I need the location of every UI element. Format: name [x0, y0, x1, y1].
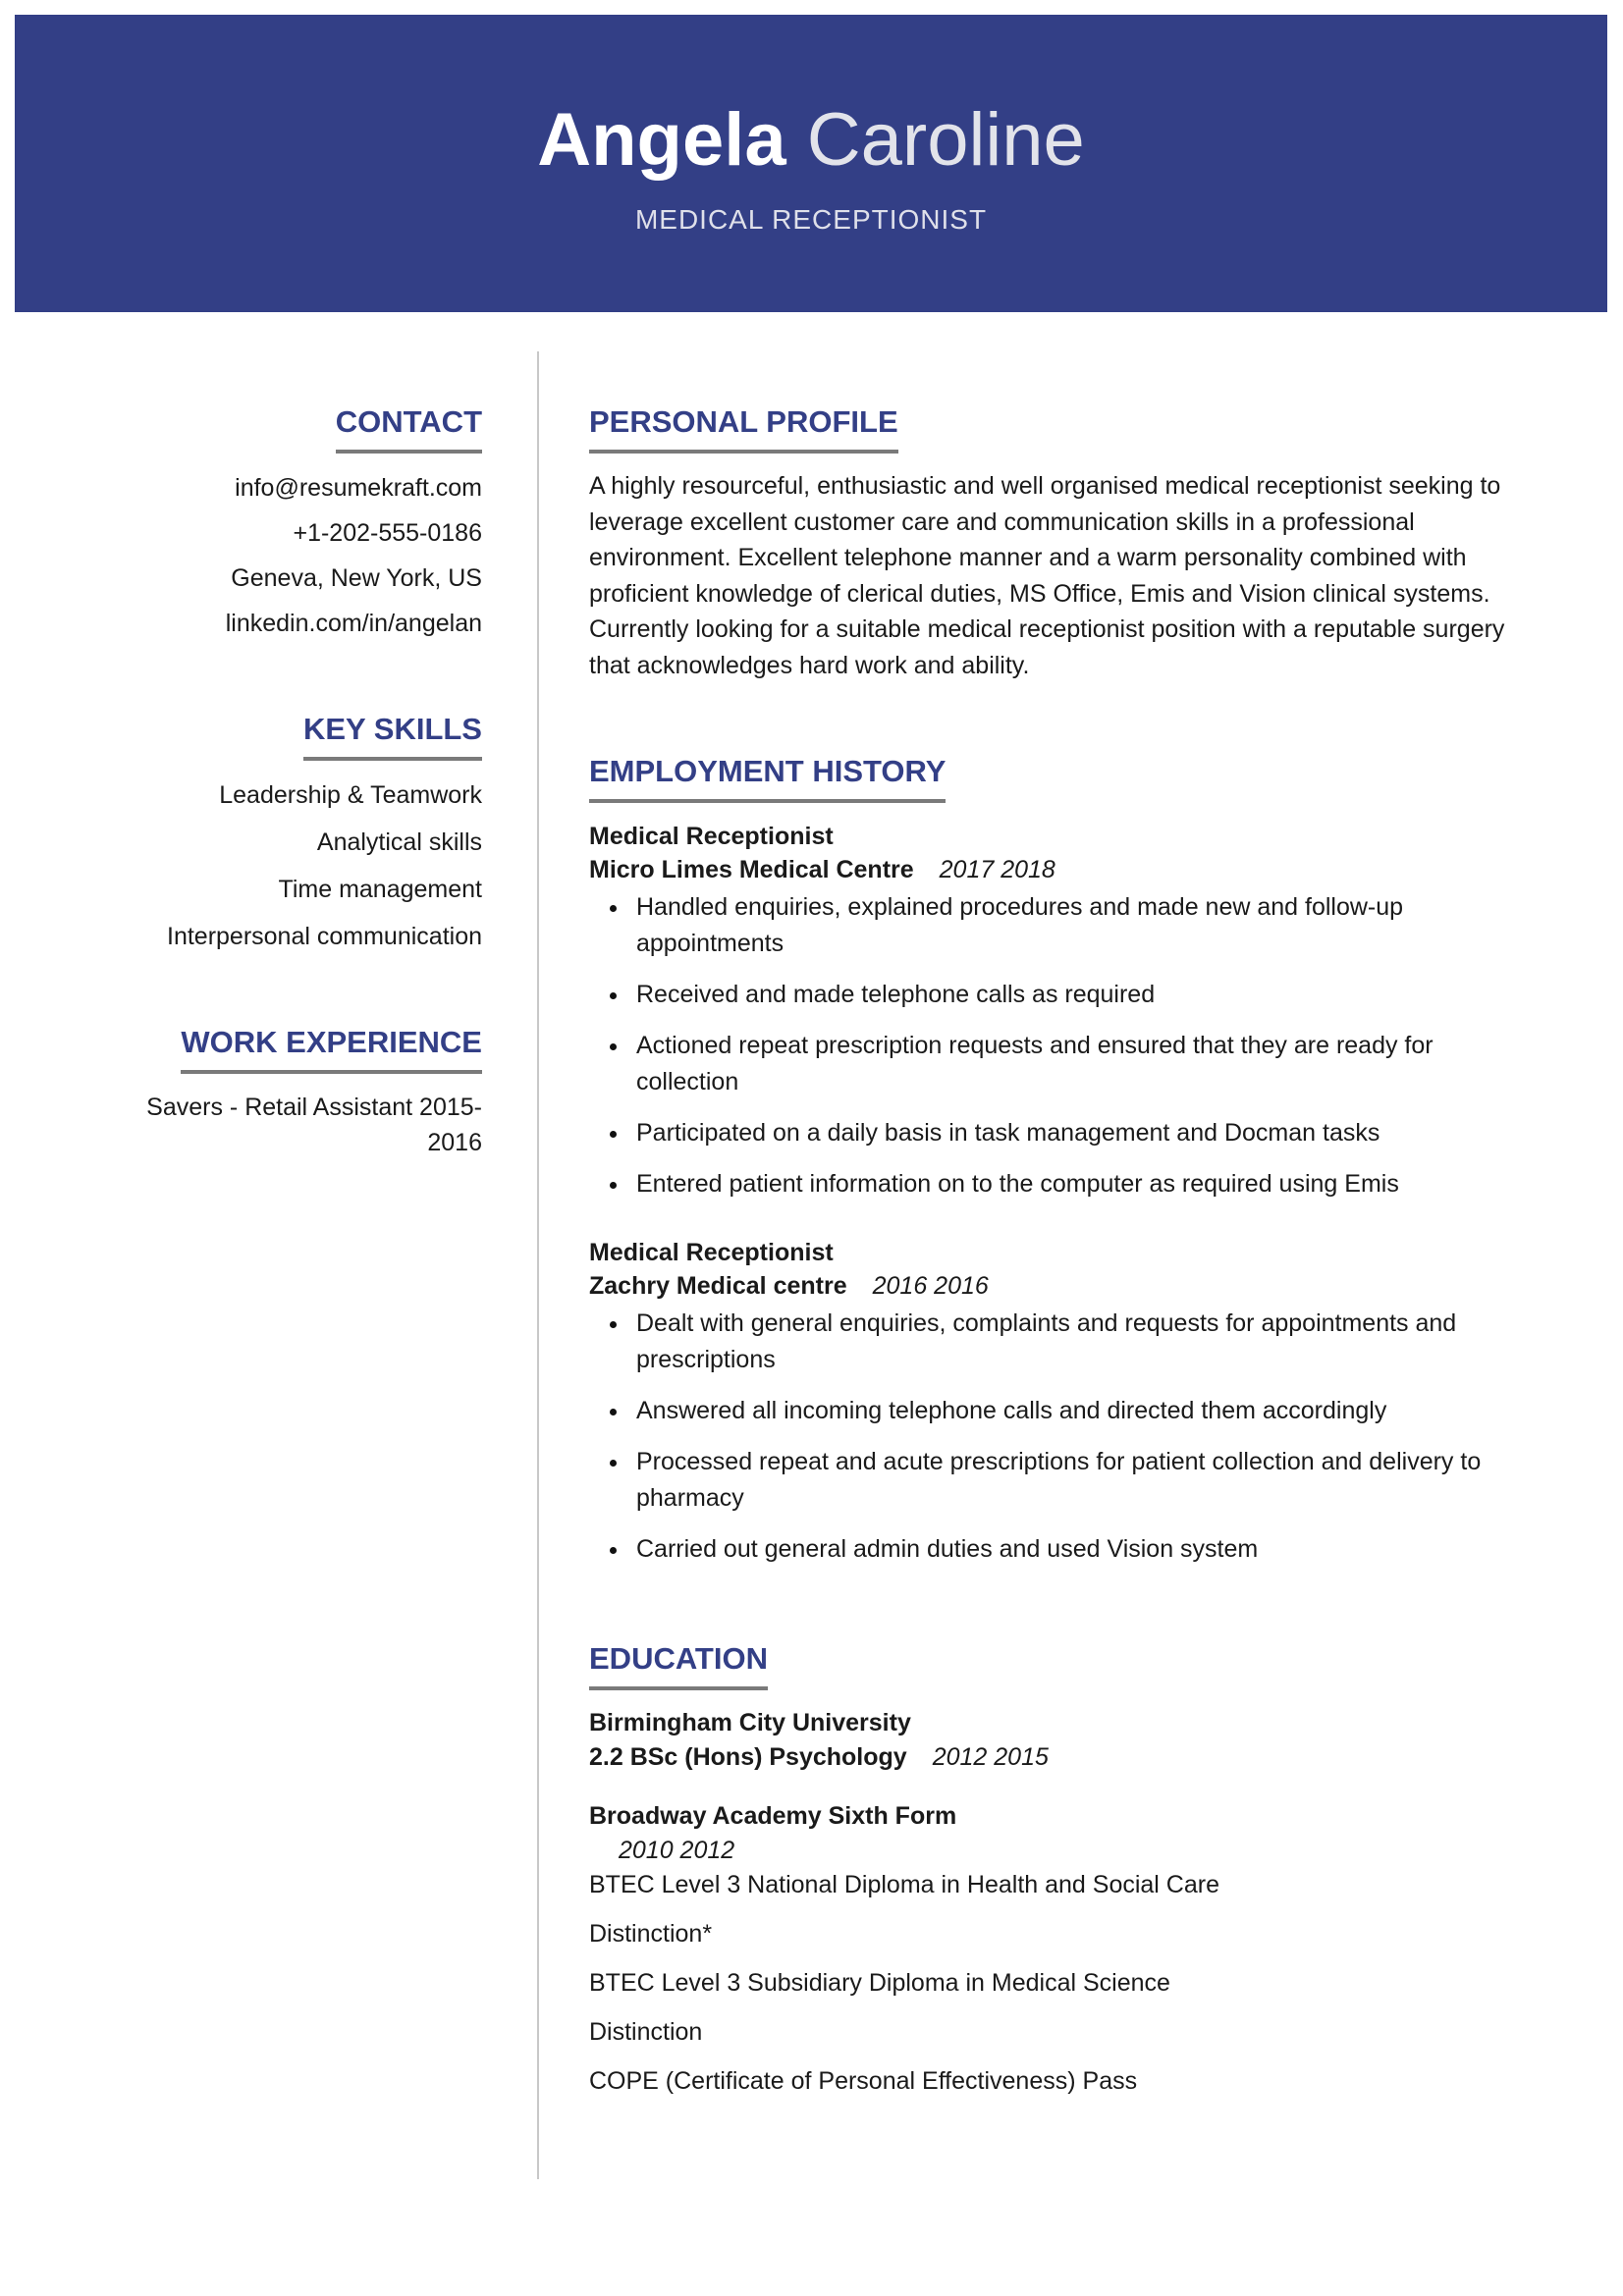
- job-title: MEDICAL RECEPTIONIST: [634, 204, 988, 235]
- work-experience-heading: WORK EXPERIENCE: [181, 1025, 482, 1074]
- employment-section: [589, 754, 1527, 803]
- job-bullets: [589, 889, 1527, 1202]
- job-bullets: [589, 1306, 1527, 1568]
- company-name: Micro Limes Medical Centre: [589, 856, 914, 883]
- profile-section: [589, 404, 1527, 454]
- bullet-item: Dealt with general enquiries, complaints and requests for appointments and prescriptions: [636, 1306, 1527, 1378]
- education-dates: 2010 2012: [619, 1837, 735, 1864]
- job-dates: 2017 2018: [939, 856, 1055, 883]
- education-dates: 2012 2015: [932, 1743, 1049, 1771]
- bullet-item: Carried out general admin duties and used Vision system: [636, 1531, 1527, 1568]
- contact-list: [98, 465, 482, 646]
- school-name: Broadway Academy Sixth Form: [589, 1802, 957, 1830]
- skill-item: Leadership & Teamwork: [219, 781, 482, 809]
- job-dates: 2016 2016: [872, 1272, 989, 1300]
- education-heading: EDUCATION: [589, 1641, 768, 1690]
- job-entry: [589, 820, 1527, 1217]
- education-details: [589, 1860, 1527, 2106]
- detail-line: BTEC Level 3 Subsidiary Diploma in Medical Science: [589, 1969, 1170, 1997]
- candidate-name: [15, 98, 1607, 182]
- employment-heading: EMPLOYMENT HISTORY: [589, 754, 946, 803]
- header-banner: [15, 15, 1607, 312]
- last-name: Caroline: [806, 98, 1085, 182]
- work-experience-section: [98, 1025, 482, 1074]
- education-entry: [589, 1799, 1527, 2106]
- profile-heading: PERSONAL PROFILE: [589, 404, 898, 454]
- work-experience-text: Savers - Retail Assistant 2015-2016: [146, 1094, 482, 1156]
- job-company: [589, 1269, 1527, 1303]
- contact-phone: +1-202-555-0186: [293, 519, 482, 547]
- school-name: Birmingham City University: [589, 1709, 911, 1736]
- company-name: Zachry Medical centre: [589, 1272, 847, 1300]
- first-name: Angela: [537, 98, 786, 182]
- skills-list: [98, 772, 482, 960]
- skill-item: Interpersonal communication: [167, 923, 482, 950]
- contact-email[interactable]: info@resumekraft.com: [235, 474, 482, 502]
- skills-heading: KEY SKILLS: [303, 712, 482, 761]
- detail-line: COPE (Certificate of Personal Effectiveness) Pass: [589, 2067, 1138, 2095]
- detail-line: BTEC Level 3 National Diploma in Health and Social Care: [589, 1871, 1219, 1898]
- bullet-item: Handled enquiries, explained procedures and made new and follow-up appointments: [636, 889, 1527, 962]
- contact-linkedin[interactable]: linkedin.com/in/angelan: [225, 610, 482, 637]
- bullet-item: Answered all incoming telephone calls and directed them accordingly: [636, 1393, 1527, 1429]
- degree: [589, 1740, 1527, 1775]
- job-company: [589, 853, 1527, 886]
- job-position: Medical Receptionist: [589, 823, 834, 850]
- detail-line: Distinction: [589, 2018, 703, 2046]
- education-section: [589, 1641, 1527, 1690]
- bullet-item: Actioned repeat prescription requests and ensured that they are ready for collection: [636, 1028, 1527, 1100]
- job-entry: [589, 1236, 1527, 1582]
- education-entry: [589, 1706, 1527, 1775]
- bullet-item: Participated on a daily basis in task management and Docman tasks: [636, 1115, 1527, 1151]
- job-position: Medical Receptionist: [589, 1239, 834, 1266]
- skill-item: Analytical skills: [316, 828, 482, 856]
- contact-location: Geneva, New York, US: [231, 564, 482, 592]
- bullet-item: Entered patient information on to the computer as required using Emis: [636, 1166, 1527, 1202]
- profile-text: A highly resourceful, enthusiastic and well organised medical receptionist seeking to leverage excellent customer care and communication skills in a professional environment. Excellent telephone manner and a warm personality combined with proficient knowledge of clerical duties, MS Office, Emis and Vision clinical systems. Currently looking for a suitable medical receptionist position with a reputable surgery that acknowledges hard work and ability.: [589, 472, 1505, 679]
- skills-section: [98, 712, 482, 761]
- contact-section: [98, 404, 482, 454]
- detail-line: Distinction*: [589, 1920, 713, 1948]
- bullet-item: Received and made telephone calls as required: [636, 977, 1527, 1013]
- degree-name: 2.2 BSc (Hons) Psychology: [589, 1743, 907, 1771]
- contact-heading: CONTACT: [336, 404, 482, 454]
- bullet-item: Processed repeat and acute prescriptions for patient collection and delivery to pharmacy: [636, 1444, 1527, 1517]
- column-divider: [537, 351, 539, 2179]
- skill-item: Time management: [278, 876, 482, 903]
